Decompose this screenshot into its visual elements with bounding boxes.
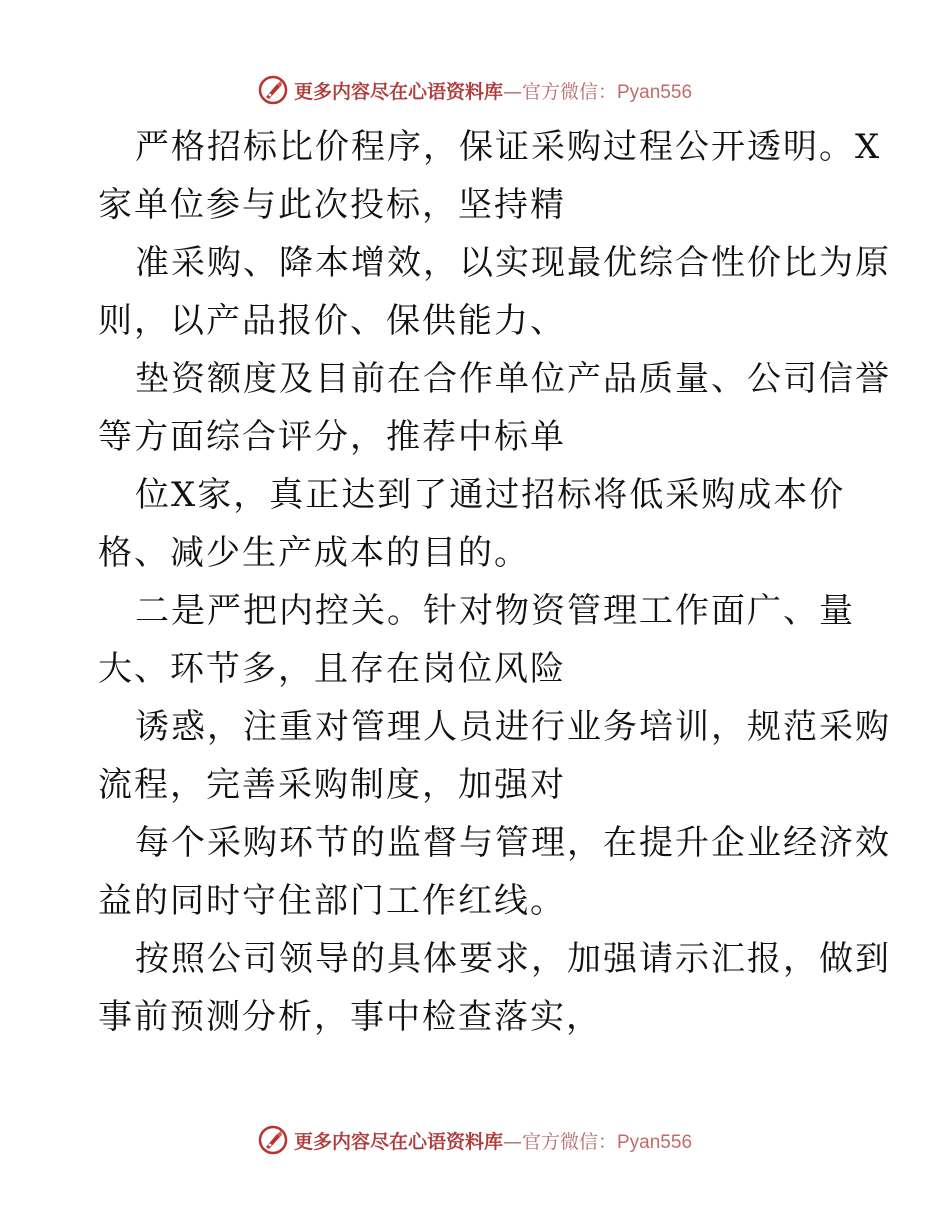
text-line: 诱惑，注重对管理人员进行业务培训，规范采购: [135, 707, 891, 747]
text-line: 准采购、降本增效，以实现最优综合性价比为原: [135, 243, 891, 283]
banner-wechat-id: Pyan556: [617, 81, 693, 103]
footer-banner: [0, 1120, 950, 1160]
text-line: 则，以产品报价、保供能力、: [98, 301, 566, 341]
banner-separator: —: [502, 80, 522, 103]
text-line: 等方面综合评分，推荐中标单: [98, 417, 566, 457]
text-line: 位X家，真正达到了通过招标将低采购成本价: [135, 475, 846, 515]
text-line: 格、减少生产成本的目的。: [98, 533, 530, 573]
banner-site-text: 更多内容尽在心语资料库: [293, 1130, 503, 1153]
text-line: 大、环节多，且存在岗位风险: [98, 649, 566, 689]
pen-nib-logo-icon: [258, 1125, 288, 1155]
text-line: 家单位参与此次投标，坚持精: [98, 185, 566, 225]
text-line: 垫资额度及目前在合作单位产品质量、公司信誉: [135, 359, 891, 399]
pen-nib-logo-icon: [258, 75, 288, 105]
text-line: 二是严把内控关。针对物资管理工作面广、量: [135, 591, 855, 631]
banner-wechat-label: 官方微信：: [521, 80, 617, 103]
banner-site-text: 更多内容尽在心语资料库: [293, 80, 503, 103]
text-line: 严格招标比价程序，保证采购过程公开透明。X: [135, 127, 882, 167]
banner-text: [294, 1127, 692, 1154]
text-line: 按照公司领导的具体要求，加强请示汇报，做到: [135, 939, 891, 979]
text-line: 流程，完善采购制度，加强对: [98, 765, 566, 805]
header-banner: [0, 70, 950, 110]
text-line: 每个采购环节的监督与管理，在提升企业经济效: [135, 823, 891, 863]
banner-wechat-id: Pyan556: [617, 1131, 693, 1153]
text-line: 益的同时守住部门工作红线。: [98, 881, 566, 921]
banner-text: [294, 77, 692, 104]
banner-wechat-label: 官方微信：: [521, 1130, 617, 1153]
text-line: 事前预测分析，事中检查落实，: [98, 997, 602, 1037]
banner-separator: —: [502, 1130, 522, 1153]
document-body: [98, 118, 891, 1046]
